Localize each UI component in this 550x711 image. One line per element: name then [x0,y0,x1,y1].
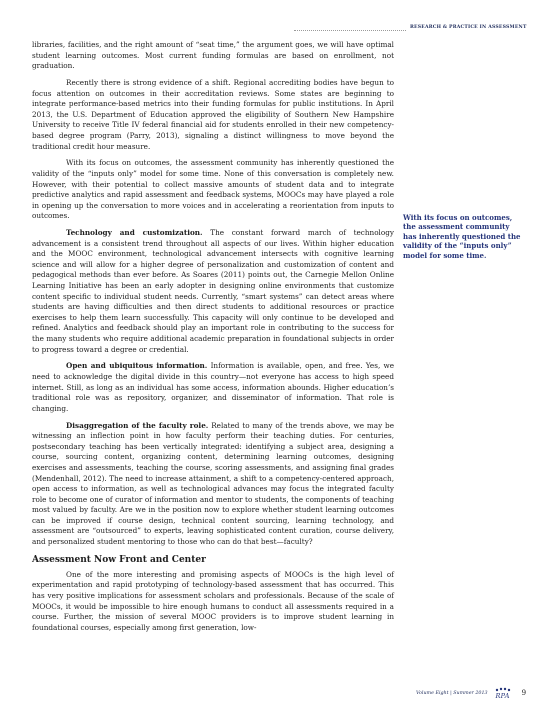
page-footer [416,686,526,700]
page-number: 9 [521,689,527,697]
paragraph-6 [32,421,394,548]
main-text-column [32,40,394,640]
paragraph-1: libraries, facilities, and the right amount of “seat time,” the argument goes, we will have optimal student learning outcomes. Most current funding formulas are based on enrollment, not graduation. [32,40,394,71]
paragraph-5-text: Information is available, open, and free. Yes, we need to acknowledge the digital divide in this country—not everyone has access to high speed internet. Still, as long as an individual has some access, information abounds. Higher education’s traditional role was as repository, organizer, and disseminator of information. That role is changing. [32,361,394,413]
paragraph-6-text: Related to many of the trends above, we may be witnessing an inflection point in how faculty perform their teaching duties. For centuries, postsecondary teaching has been vertically integrated: identifying a subject area, designing a course, sourcing content, organizing content, determining learning outcomes, designing exercises and assessments, teaching the course, scoring assessments, and assigning final grades (Mendenhall, 2012). The need to increase attainment, a shift to a competency-centered approach, open access to information, as well as technological advances may focus the integrated faculty role to become one of curator of information and mentor to students, the components of teaching most valued by faculty. Are we in the position now to explore whether student learning outcomes can be improved if course design, technical content sourcing, learning technology, and assessment are “outsourced” to experts, leaving sophisticated content curation, course delivery, and personalized student mentoring to those who can do that best—faculty? [32,420,394,547]
header-dotted-rule [294,30,406,31]
paragraph-4-text: The constant forward march of technology advancement is a consistent trend throughout all aspects of our lives. Within higher education and the MOOC environment, technological advancement intersects with cognitive learning science and will allow for a higher degree of personalization and customization of content and pedagogical methods than ever before. As Soares (2011) points out, the Carnegie Mellon Online Learning Initiative has been an early adopter in designing online environments that customize content specific to individual student needs. Currently, “smart systems” can detect areas where students are having difficulties and then direct students to additional resources or practice exercises to help them learn successfully. This capacity will only continue to be developed and refined. Analytics and feedback should play an important role in contributing to the success for the many students who require additional academic preparation in foundational subjects in order to progress toward a degree or credential. [32,228,394,354]
paragraph-4-lead: Technology and customization. [66,228,203,238]
paragraph-3: With its focus on outcomes, the assessment community has inherently questioned the validity of the “inputs only” model for some time. None of this conversation is completely new. However, with their potential to collect massive amounts of student data and to integrate predictive analytics and rapid assessment and feedback systems, MOOCs may have played a role in opening up the conversation to more voices and in accelerating a reorientation from inputs to outcomes. [32,158,394,221]
section-heading: Assessment Now Front and Center [32,554,206,565]
running-head: RESEARCH & PRACTICE IN ASSESSMENT [410,25,527,30]
paragraph-5 [32,361,394,414]
paragraph-6-lead: Disaggregation of the faculty role. [66,420,209,430]
paragraph-4 [32,228,394,355]
pull-quote: With its focus on outcomes, the assessment community has inherently questioned the validity of the “inputs only” model for some time. [403,213,521,260]
paragraph-2: Recently there is strong evidence of a shift. Regional accrediting bodies have begun to focus attention on outcomes in their accreditation reviews. Some states are beginning to integrate performance-based metrics into their funding formulas for public institutions. In April 2013, the U.S. Department of Education approved the eligibility of Southern New Hampshire University to receive Title IV federal financial aid for students enrolled in their new competency-based degree program (Parry, 2013), signaling a distinct willingness to move beyond the traditional credit hour measure. [32,77,394,151]
footer-issue-info [416,691,488,696]
paragraph-7: One of the more interesting and promising aspects of MOOCs is the high level of experimentation and rapid prototyping of technology-based assessment that has occurred. This has very positive implications for assessment scholars and professionals. Because of the scale of MOOCs, it would be impossible to hire enough humans to conduct all assessments required in a course. Further, the mission of several MOOC providers is to improve student learning in foundational courses, especially among first generation, low- [32,569,394,632]
footer-issue: Summer 2013 [453,690,488,696]
footer-separator: | [448,690,454,696]
rpa-logo-icon [492,687,514,700]
logo-text: RPA [495,691,510,700]
footer-volume: Volume Eight [416,690,449,696]
paragraph-5-lead: Open and ubiquitous information. [66,361,208,371]
